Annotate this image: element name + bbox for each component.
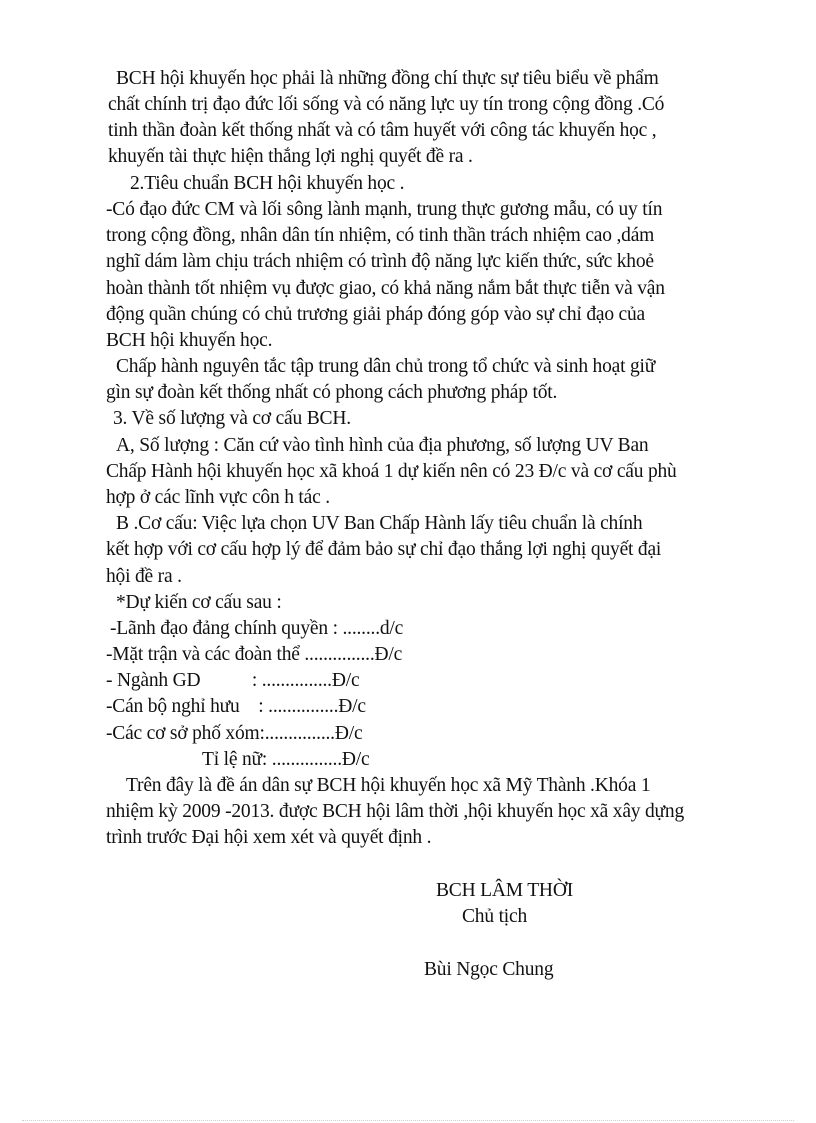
text-line: B .Cơ cấu: Việc lựa chọn UV Ban Chấp Hành lấy tiêu chuẩn là chính bbox=[116, 513, 643, 534]
list-item: -Các cơ sở phố xóm:...............Đ/c bbox=[106, 723, 363, 744]
list-item: - Ngành GD : ...............Đ/c bbox=[106, 670, 360, 691]
text-line: BCH hội khuyến học. bbox=[106, 330, 273, 351]
text-line: kết hợp với cơ cấu hợp lý để đảm bảo sự chỉ đạo thắng lợi nghị quyết đại bbox=[106, 539, 662, 560]
list-heading: *Dự kiến cơ cấu sau : bbox=[116, 592, 282, 613]
signature-name: Bùi Ngọc Chung bbox=[424, 959, 554, 980]
text-line: -Có đạo đức CM và lối sông lành mạnh, trung thực gương mẫu, có uy tín bbox=[106, 199, 663, 220]
text-line: hội đề ra . bbox=[106, 566, 182, 587]
list-item: Tỉ lệ nữ: ...............Đ/c bbox=[202, 749, 370, 770]
list-item: -Lãnh đạo đảng chính quyền : ........d/c bbox=[110, 618, 404, 639]
text-line: BCH hội khuyến học phải là những đồng chí thực sự tiêu biểu về phẩm bbox=[116, 68, 659, 89]
text-line: chất chính trị đạo đức lối sống và có năng lực uy tín trong cộng đồng .Có bbox=[108, 94, 665, 115]
text-line: A, Số lượng : Căn cứ vào tình hình của địa phương, số lượng UV Ban bbox=[116, 435, 649, 456]
section-heading: 2.Tiêu chuẩn BCH hội khuyến học . bbox=[130, 173, 405, 194]
text-line: nhiệm kỳ 2009 -2013. được BCH hội lâm thời ,hội khuyến học xã xây dựng bbox=[106, 801, 685, 822]
text-line: tinh thần đoàn kết thống nhất và có tâm huyết với công tác khuyến học , bbox=[108, 120, 657, 141]
text-line: động quần chúng có chủ trương giải pháp đóng góp vào sự chỉ đạo của bbox=[106, 304, 646, 325]
list-item: -Mặt trận và các đoàn thể ...............Đ/c bbox=[106, 644, 403, 665]
signature-role: Chủ tịch bbox=[462, 906, 528, 927]
text-line: Trên đây là đề án dân sự BCH hội khuyến học xã Mỹ Thành .Khóa 1 bbox=[126, 775, 651, 796]
text-line: hoàn thành tốt nhiệm vụ được giao, có khả năng nắm bắt thực tiễn và vận bbox=[106, 278, 665, 299]
section-heading: 3. Về số lượng và cơ cấu BCH. bbox=[113, 408, 351, 429]
text-line: Chấp hành nguyên tắc tập trung dân chủ trong tổ chức và sinh hoạt giữ bbox=[116, 356, 656, 377]
text-line: Chấp Hành hội khuyến học xã khoá 1 dự kiến nên có 23 Đ/c và cơ cấu phù bbox=[106, 461, 677, 482]
page-bottom-rule bbox=[22, 1120, 794, 1121]
text-line: nghĩ dám làm chịu trách nhiệm có trình độ năng lực kiến thức, sức khoẻ bbox=[106, 251, 654, 272]
signature-org: BCH LÂM THỜI bbox=[436, 880, 573, 901]
text-line: hợp ở các lĩnh vực côn h tác . bbox=[106, 487, 330, 508]
text-line: trình trước Đại hội xem xét và quyết định . bbox=[106, 827, 432, 848]
text-line: khuyến tài thực hiện thắng lợi nghị quyết đề ra . bbox=[108, 146, 473, 167]
text-line: trong cộng đồng, nhân dân tín nhiệm, có tinh thần trách nhiệm cao ,dám bbox=[106, 225, 655, 246]
text-line: gìn sự đoàn kết thống nhất có phong cách phương pháp tốt. bbox=[106, 382, 558, 403]
list-item: -Cán bộ nghỉ hưu : ...............Đ/c bbox=[106, 696, 366, 717]
